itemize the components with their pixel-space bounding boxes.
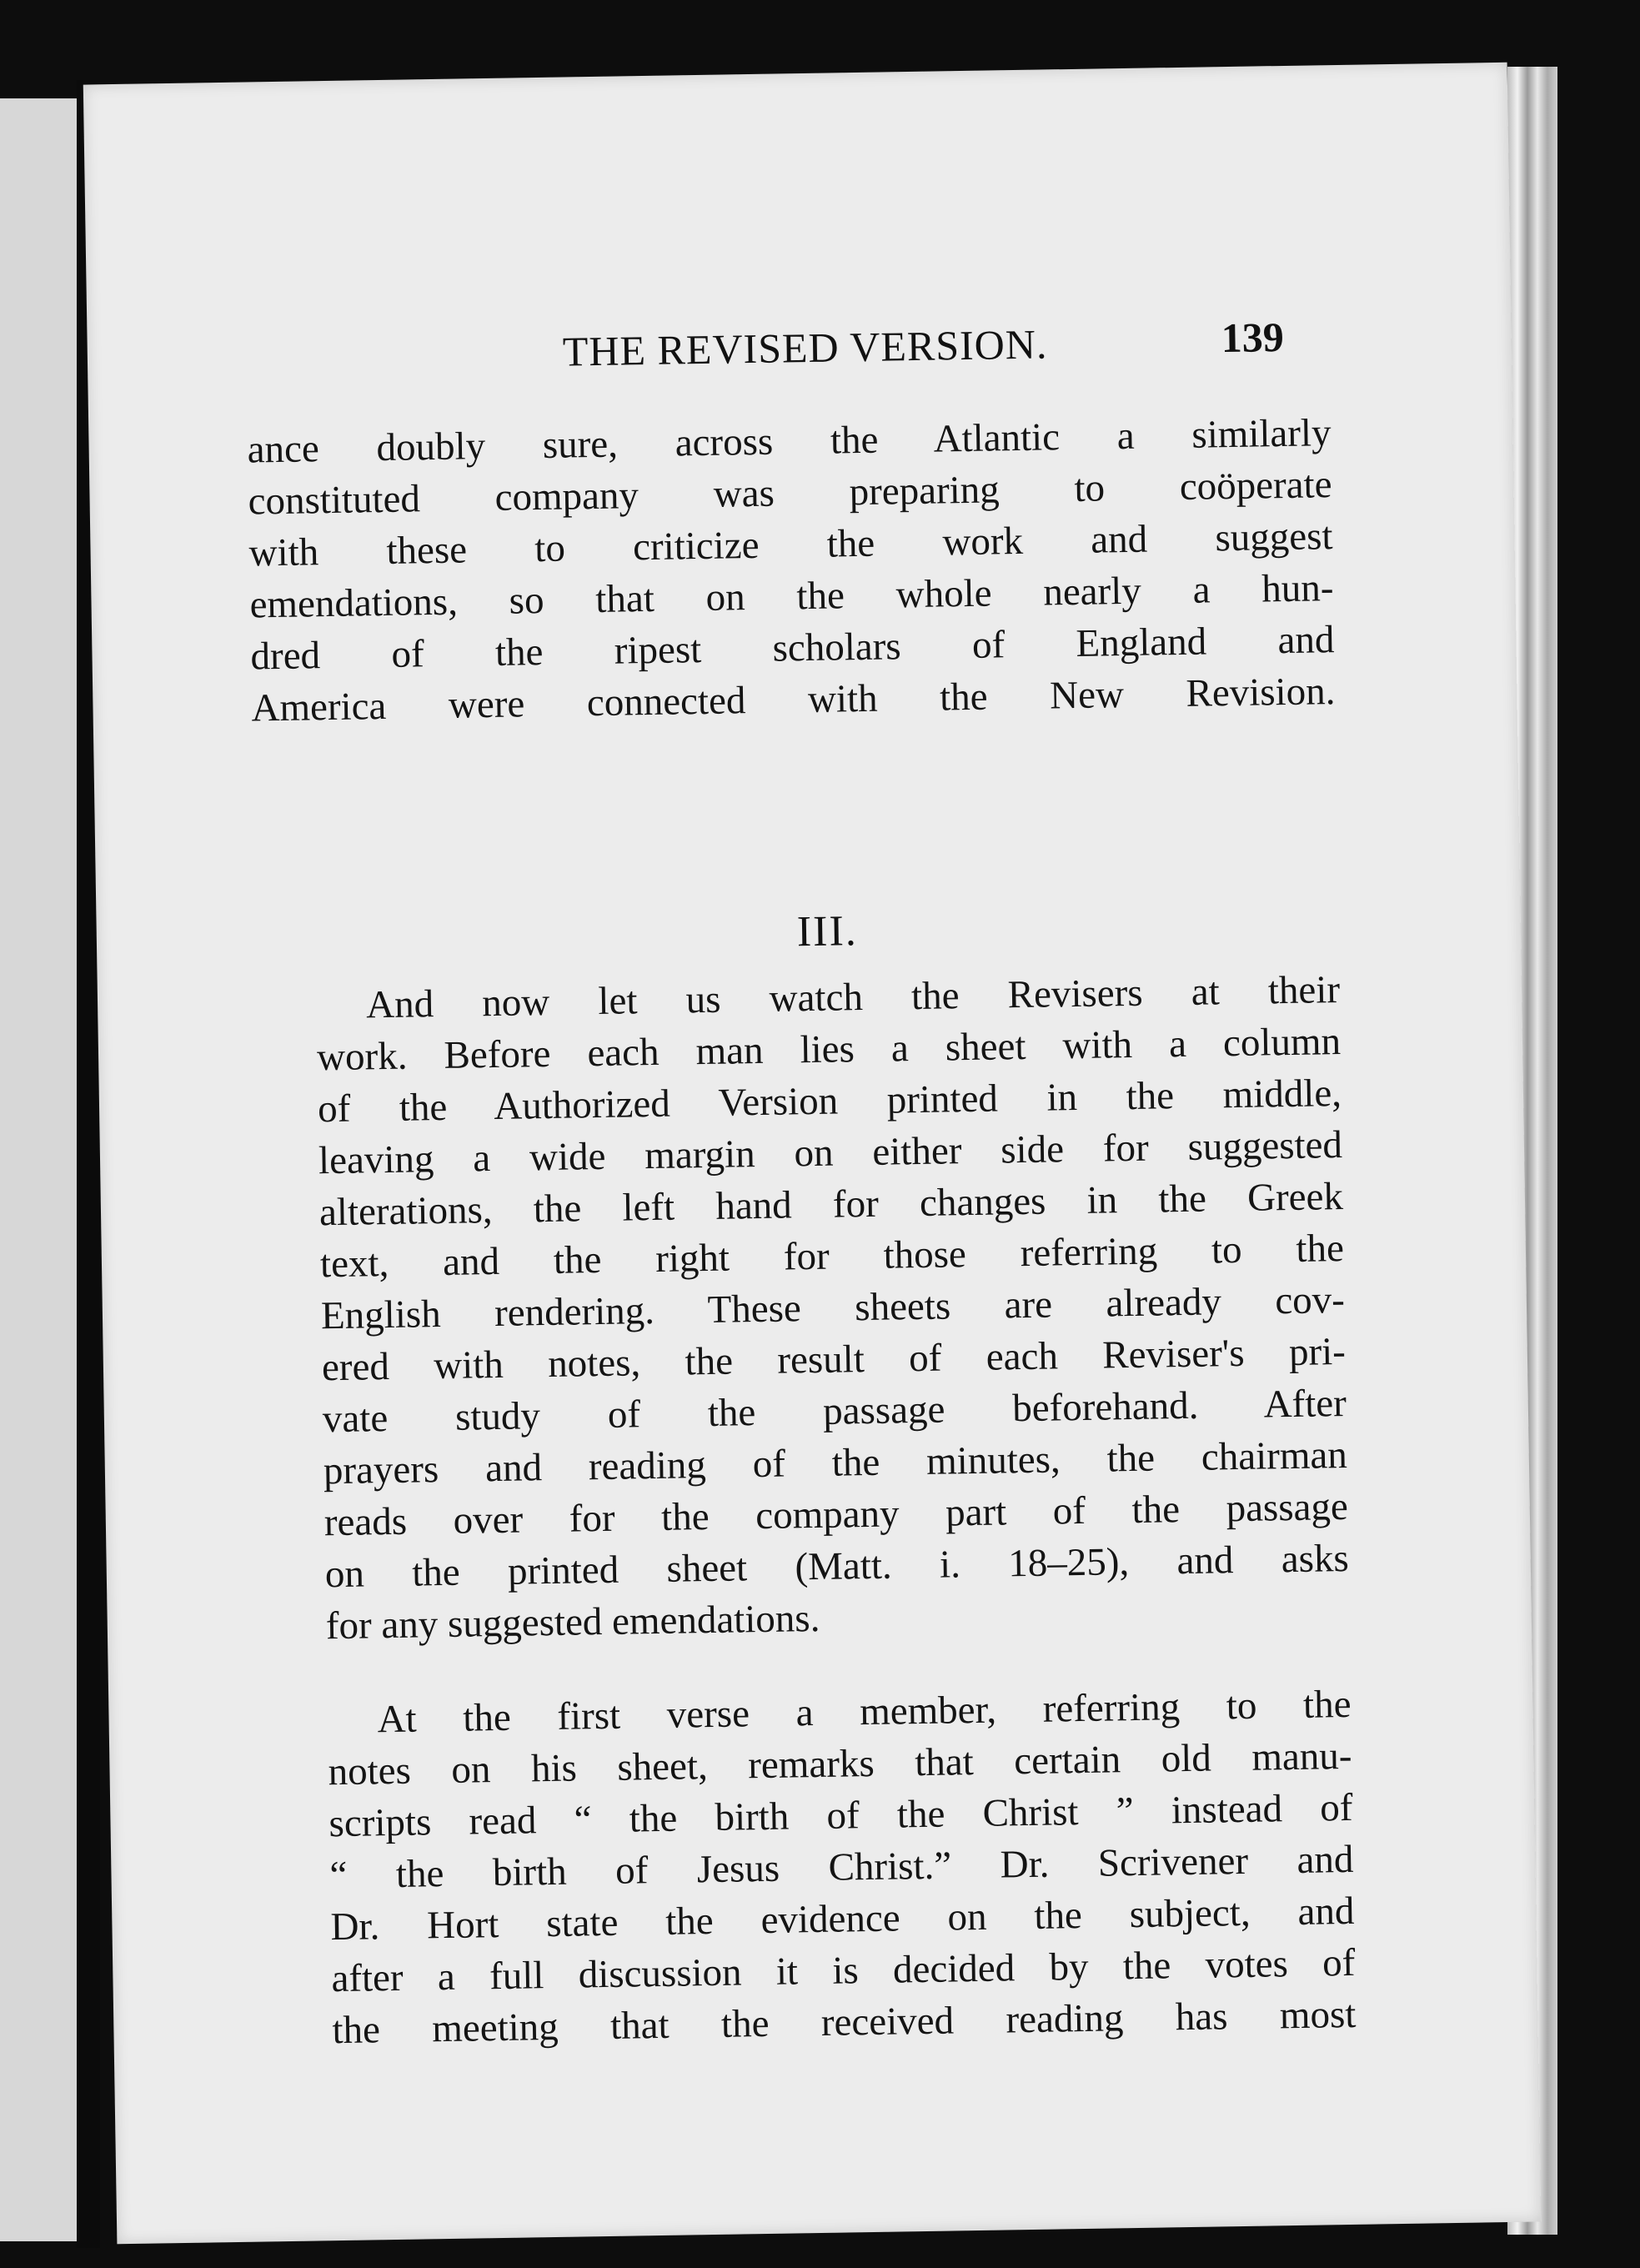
text-line: prayers and reading of the minutes, the chairman — [323, 1433, 1348, 1493]
text-line: emendations, so that on the whole nearly a hun- — [249, 566, 1334, 627]
text-line: And now let us watch the Revisers at their — [365, 968, 1341, 1027]
text-line: Dr. Hort state the evidence on the subject, and — [330, 1889, 1355, 1949]
text-line: vate study of the passage beforehand. After — [322, 1381, 1347, 1442]
paragraph-2 — [256, 964, 1350, 1653]
text-line: on the printed sheet (Matt. i. 18–25), and asks — [324, 1536, 1350, 1597]
text-line: work. Before each man lies a sheet with a column — [316, 1020, 1342, 1080]
facing-page-edge — [0, 98, 77, 2241]
text-line: America were connected with the New Revision. — [251, 670, 1336, 730]
text-line: At the first verse a member, referring to the — [377, 1682, 1352, 1742]
paragraph-1 — [247, 407, 1336, 734]
text-line: alterations, the left hand for changes in the Greek — [318, 1175, 1344, 1235]
text-line: “ the birth of Jesus Christ.” Dr. Scrivener and — [329, 1837, 1354, 1898]
running-title: THE REVISED VERSION. — [562, 320, 1048, 375]
paragraph-3 — [267, 1678, 1357, 2057]
text-line: leaving a wide margin on either side for suggested — [318, 1123, 1343, 1183]
text-line: the meeting that the received reading has most — [332, 1992, 1357, 2053]
section-number: III. — [796, 907, 859, 956]
text-line: ered with notes, the result of each Reviser's pri- — [321, 1329, 1347, 1390]
text-line: text, and the right for those referring to the — [319, 1226, 1345, 1287]
text-line: scripts read “ the birth of the Christ ” instead of — [329, 1785, 1353, 1846]
text-line: with these to criticize the work and suggest — [248, 514, 1333, 575]
text-line: English rendering. These sheets are already cov- — [320, 1277, 1346, 1338]
text-line: ance doubly sure, across the Atlantic a similarly — [247, 411, 1332, 472]
text-line: of the Authorized Version printed in the middle, — [317, 1071, 1342, 1131]
text-line: for any suggested emendations. — [325, 1596, 820, 1648]
text-line: after a full discussion it is decided by the votes of — [331, 1940, 1356, 2001]
text-line: dred of the ripest scholars of England and — [250, 618, 1335, 679]
book-page — [83, 63, 1541, 2245]
running-header — [237, 315, 1338, 399]
page-number: 139 — [1221, 313, 1285, 362]
text-line: reads over for the company part of the passage — [323, 1484, 1349, 1545]
text-line: notes on his sheet, remarks that certain old manu- — [328, 1734, 1352, 1794]
text-line: constituted company was preparing to coöperate — [248, 463, 1332, 524]
